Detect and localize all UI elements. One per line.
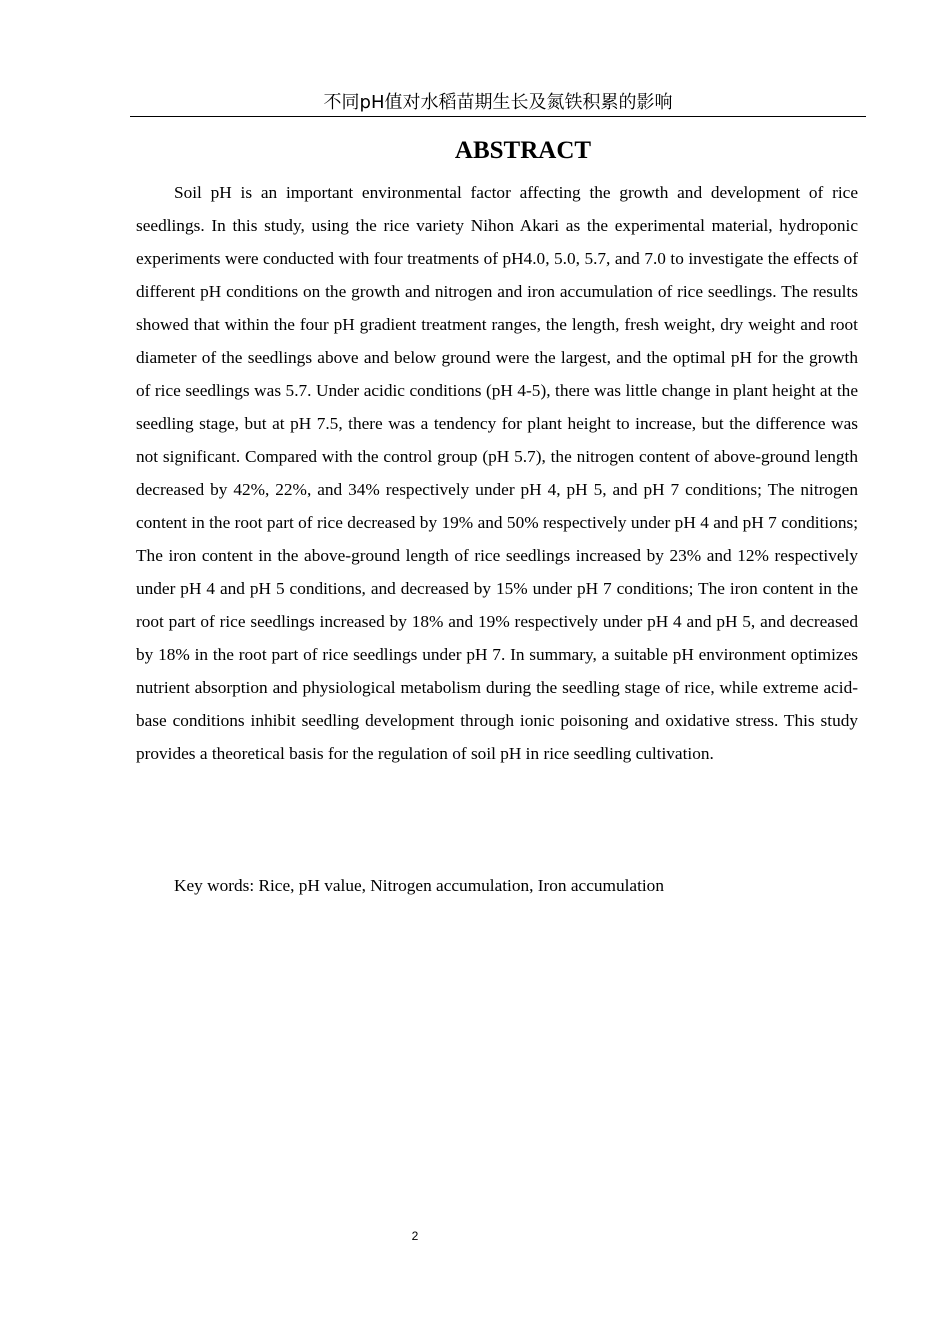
keywords-line: Key words: Rice, pH value, Nitrogen accumulation, Iron accumulation <box>174 876 664 895</box>
header-rule <box>130 116 866 117</box>
running-header: 不同pH值对水稻苗期生长及氮铁积累的影响 <box>323 92 673 113</box>
abstract-paragraph: Soil pH is an important environmental factor affecting the growth and development of rice seedlings. In this study, using the rice variety Nihon Akari as the experimental material, hydroponic experiments were conducted with four treatments of pH4.0, 5.0, 5.7, and 7.0 to investigate the effects of different pH conditions on the growth and nitrogen and iron accumulation of rice seedlings. The results showed that within the four pH gradient treatment ranges, the length, fresh weight, dry weight and root diameter of the seedlings above and below ground were the largest, and the optimal pH for the growth of rice seedlings was 5.7. Under acidic conditions (pH 4-5), there was little change in plant height at the seedling stage, but at pH 7.5, there was a tendency for plant height to increase, but the difference was not significant. Compared with the control group (pH 5.7), the nitrogen content of above-ground length decreased by 42%, 22%, and 34% respectively under pH 4, pH 5, and pH 7 conditions; The nitrogen content in the root part of rice decreased by 19% and 50% respectively under pH 4 and pH 7 conditions; The iron content in the above-ground length of rice seedlings increased by 23% and 12% respectively under pH 4 and pH 5 conditions, and decreased by 15% under pH 7 conditions; The iron content in the root part of rice seedlings increased by 18% and 19% respectively under pH 4 and pH 5, and decreased by 18% in the root part of rice seedlings under pH 7. In summary, a suitable pH environment optimizes nutrient absorption and physiological metabolism during the seedling stage of rice, while extreme acid-base conditions inhibit seedling development through ionic poisoning and oxidative stress. This study provides a theoretical basis for the regulation of soil pH in rice seedling cultivation. <box>136 183 858 763</box>
abstract-heading: ABSTRACT <box>454 137 592 164</box>
page-number: 2 <box>411 1229 419 1243</box>
